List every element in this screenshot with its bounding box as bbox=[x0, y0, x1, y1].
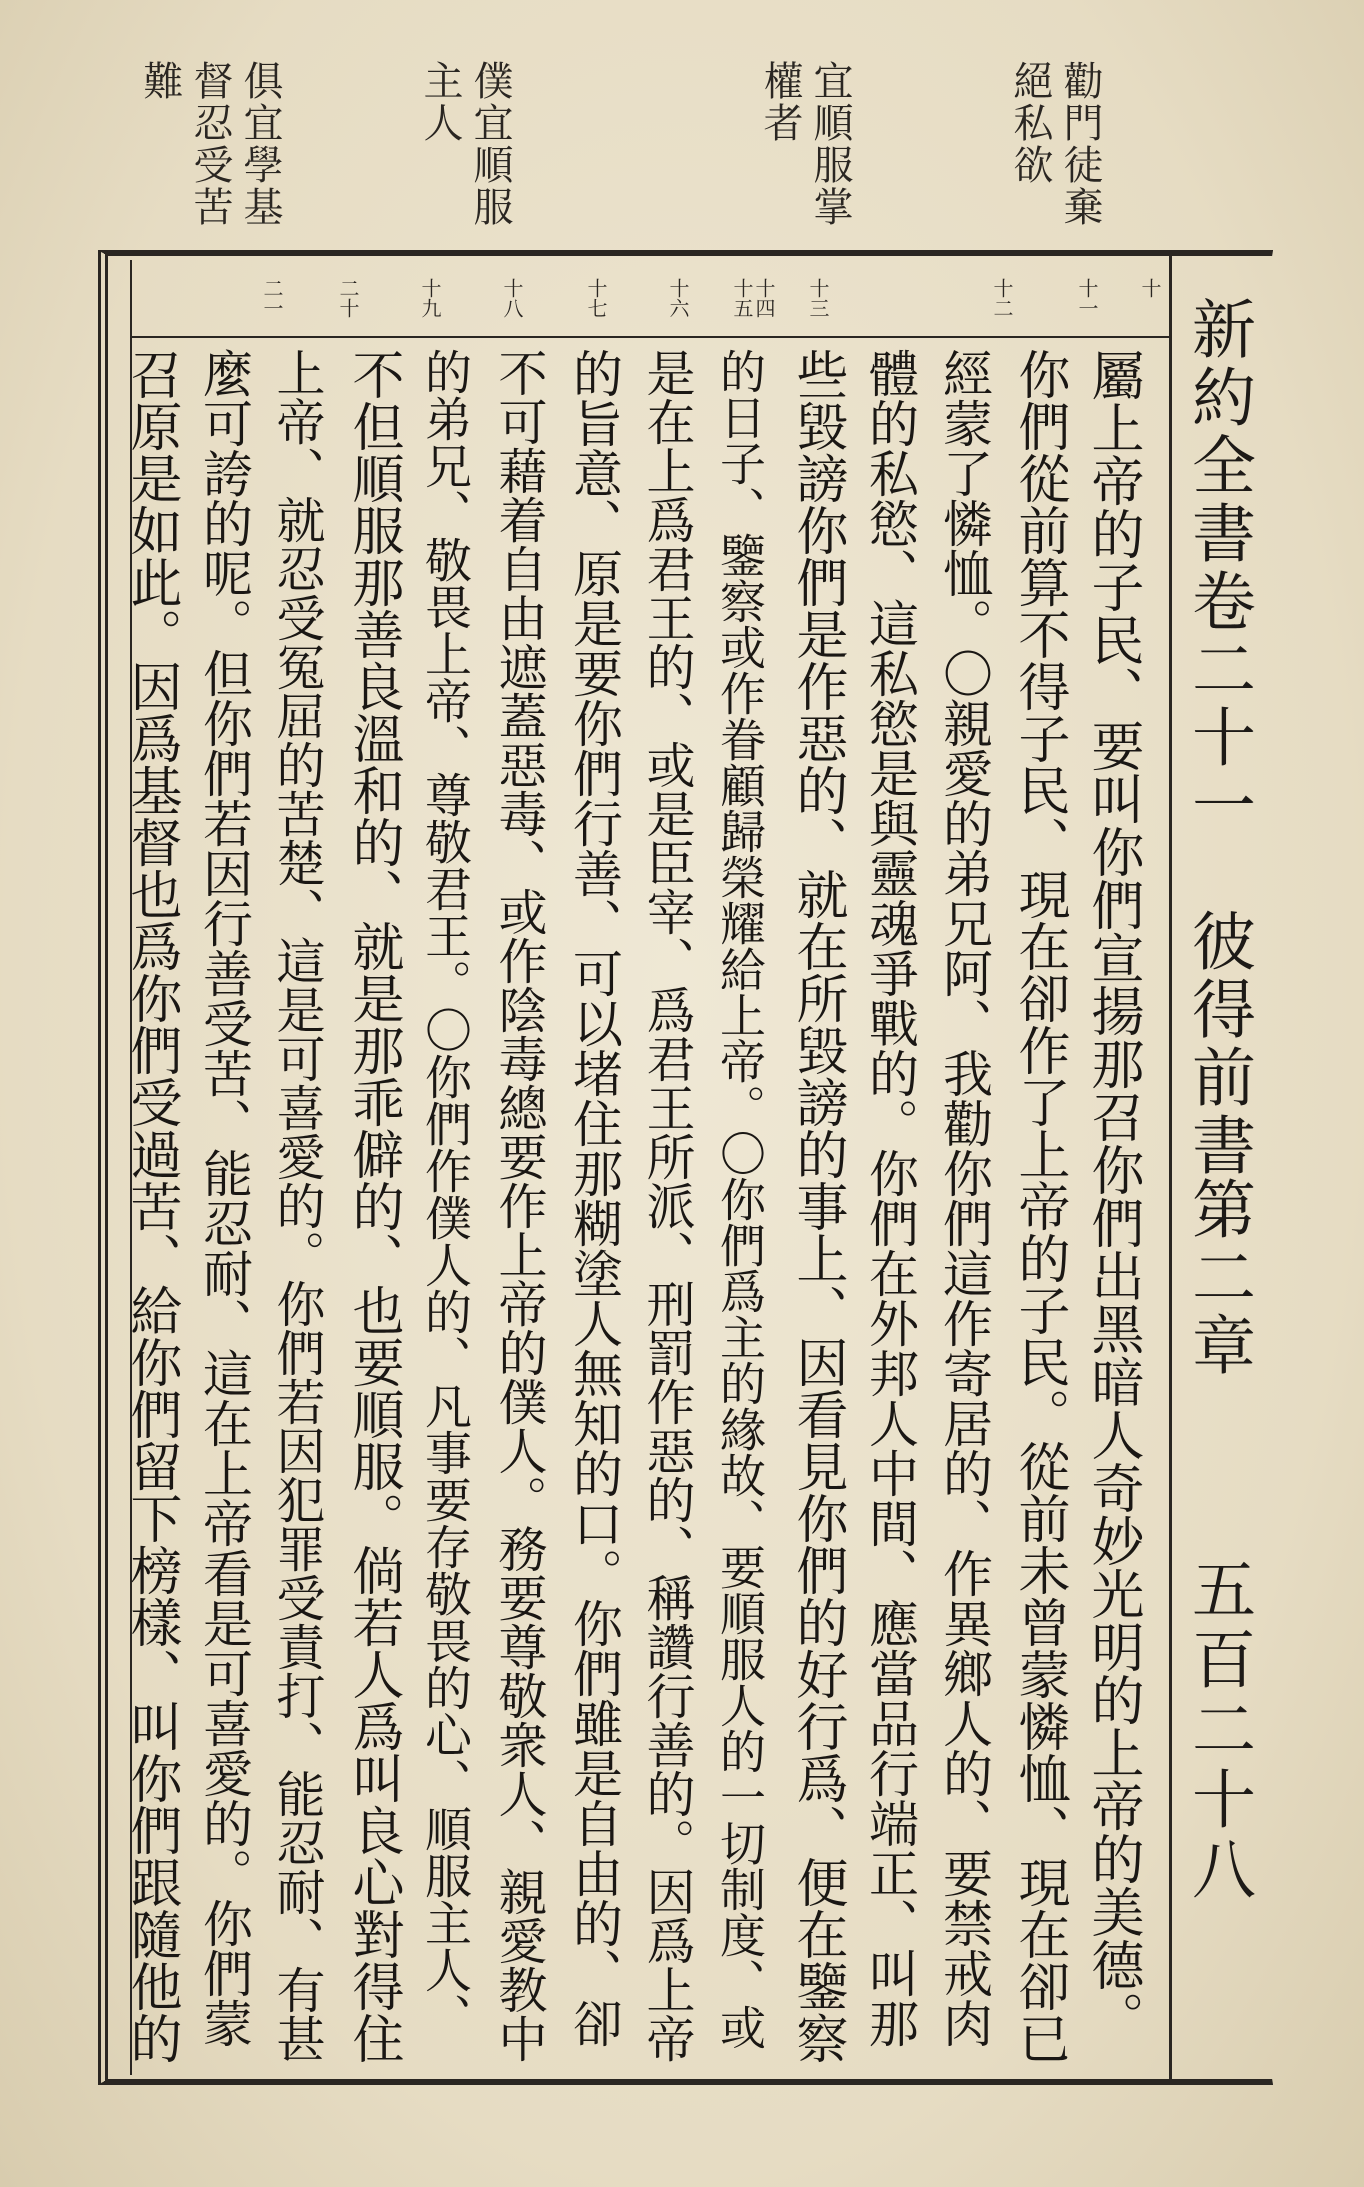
verse-number: 十六 bbox=[666, 278, 690, 318]
text-column: 些毀謗你們是作惡的、就在所毀謗的事上、因看見你們的好行爲、便在鑒察 bbox=[787, 348, 847, 2064]
verse-number: 十八 bbox=[500, 278, 524, 318]
verse-number-strip bbox=[132, 256, 1172, 338]
note-group-1 bbox=[1007, 60, 1103, 228]
note-col: 難 bbox=[137, 60, 183, 102]
verse-number: 十一 bbox=[1075, 278, 1099, 318]
verse-number: 十九 bbox=[418, 278, 442, 318]
note-col: 督忍受苦 bbox=[187, 60, 233, 228]
scripture-text bbox=[121, 338, 1172, 2075]
book-title: 新約全書卷二十一 彼得前書 bbox=[1181, 296, 1255, 1180]
note-col: 僕宜順服 bbox=[467, 60, 513, 228]
verse-number: 二十 bbox=[336, 278, 360, 318]
text-column: 體的私慾、這私慾是與靈魂爭戰的。你們在外邦人中間、應當品行端正、叫那 bbox=[861, 348, 919, 2048]
note-group-4 bbox=[137, 60, 283, 228]
margin-notes bbox=[137, 60, 1103, 250]
text-column: 是在上爲君王的、或是臣宰、爲君王所派、刑罰作惡的、稱讚行善的。因爲上帝 bbox=[639, 348, 696, 2063]
text-column: 你們從前算不得子民、現在卻作了上帝的子民。從前未曾蒙憐恤、現在卻已 bbox=[1009, 348, 1069, 2064]
note-col: 俱宜學基 bbox=[237, 60, 283, 228]
text-frame bbox=[98, 250, 1273, 2085]
note-col: 宜順服掌 bbox=[807, 60, 853, 228]
note-group-2 bbox=[757, 60, 853, 228]
text-column: 的弟兄、敬畏上帝、尊敬君王。〇你們作僕人的、凡事要存敬畏的心、順服主人、 bbox=[417, 348, 472, 2040]
text-column: 不可藉着自由遮蓋惡毒、或作陰毒總要作上帝的僕人。務要尊敬衆人、親愛教中 bbox=[491, 348, 548, 2063]
verse-number: 十 bbox=[1138, 278, 1162, 298]
page-number: 五百二十八 bbox=[1181, 1556, 1255, 1906]
note-col: 權者 bbox=[757, 60, 803, 144]
note-group-3 bbox=[417, 60, 513, 228]
verse-number: 十七 bbox=[584, 278, 608, 318]
text-column: 上帝、就忍受冤屈的苦楚、這是可喜愛的。你們若因犯罪受責打、能忍耐、有甚 bbox=[269, 348, 326, 2063]
text-column: 不但順服那善良溫和的、就是那乖僻的、也要順服。倘若人爲叫良心對得住 bbox=[343, 348, 403, 2064]
note-col: 主人 bbox=[417, 60, 463, 144]
verse-number: 十三 bbox=[806, 278, 830, 318]
text-column: 經蒙了憐恤。〇親愛的弟兄阿、我勸你們這作寄居的、作異鄉人的、要禁戒肉 bbox=[935, 348, 993, 2048]
running-header bbox=[1169, 256, 1272, 2079]
verse-number: 十二 bbox=[990, 278, 1014, 318]
note-col: 勸門徒棄 bbox=[1057, 60, 1103, 228]
chapter-label: 第二章 bbox=[1181, 1176, 1255, 1380]
text-column: 屬上帝的子民、要叫你們宣揚那召你們出黑暗人奇妙光明的上帝的美德。 bbox=[1083, 348, 1144, 2044]
verse-number: 十五 bbox=[730, 278, 754, 318]
text-column: 召原是如此。因爲基督也爲你們受過苦、給你們留下榜樣、叫你們跟隨他的 bbox=[121, 348, 181, 2064]
note-col: 絕私欲 bbox=[1007, 60, 1053, 186]
text-column: 麼可誇的呢。但你們若因行善受苦、能忍耐、這在上帝看是可喜愛的。你們蒙 bbox=[195, 348, 253, 2048]
verse-number: 二一 bbox=[260, 278, 284, 318]
text-column: 的日子、鑒察或作眷顧歸榮耀給上帝。〇你們爲主的緣故、要順服人的一切制度、或 bbox=[713, 348, 767, 2050]
verse-number: 十四 bbox=[752, 278, 776, 318]
text-column: 的旨意、原是要你們行善、可以堵住那糊塗人無知的口。你們雖是自由的、卻 bbox=[565, 348, 623, 2048]
